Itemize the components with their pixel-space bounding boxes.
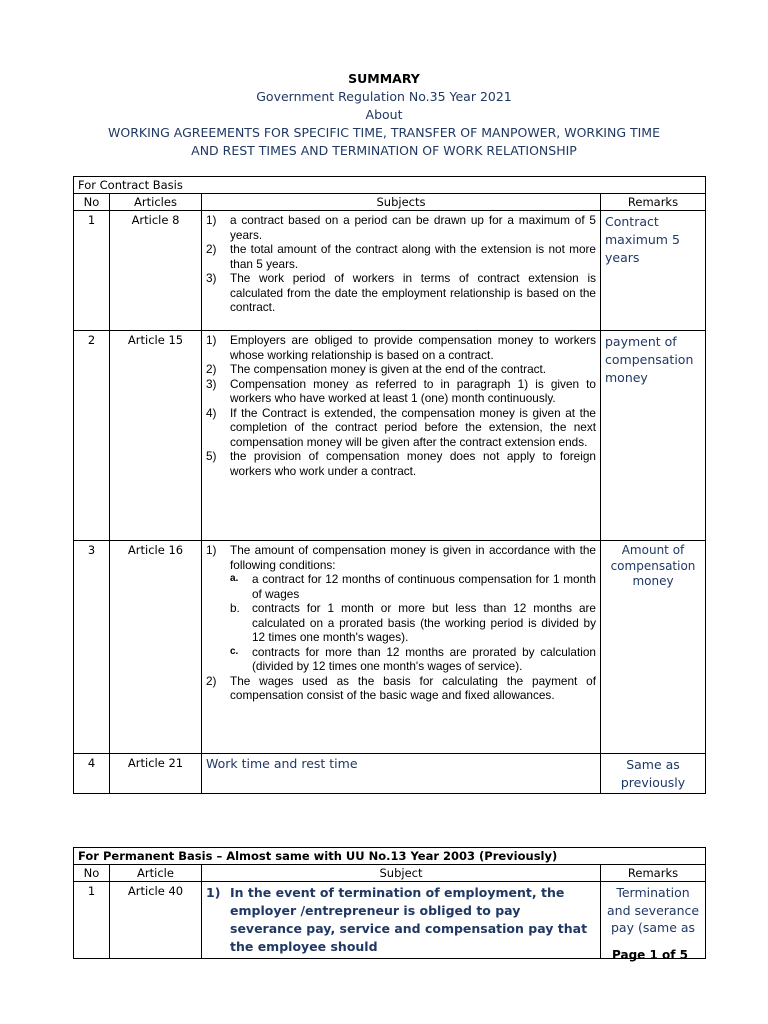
document-header xyxy=(0,70,768,160)
table-row xyxy=(74,331,706,541)
table-caption: For Permanent Basis – Almost same with UU No.13 Year 2003 (Previously) xyxy=(74,848,706,865)
table-caption: For Contract Basis xyxy=(74,177,706,194)
header-articles: Articles xyxy=(110,194,202,211)
table-row xyxy=(74,541,706,754)
list-item: 1) Employers are obliged to provide compensation money to workers whose working relationship is based on a contract. xyxy=(206,333,596,362)
header-subject: Subject xyxy=(202,865,601,882)
list-item: a. a contract for 12 months of continuous compensation for 1 month of wages xyxy=(230,572,596,601)
row-subjects xyxy=(202,541,601,754)
list-item: 1) The amount of compensation money is given in accordance with the following conditions: a. a contract for 12 months of continuous compensation for 1 month of wages b. contracts for 1 month or more but less than 12 months are calculated on a prorated basis (the working period is divided by 12 times one month's wages). c. contracts for more than 12 months are prorated by calculation (divided by 12 times one month's wages of service). xyxy=(206,543,596,673)
list-item: c. contracts for more than 12 months are prorated by calculation (divided by 12 times one month's wages of service). xyxy=(230,644,596,673)
row-no: 4 xyxy=(74,754,110,794)
row-no: 3 xyxy=(74,541,110,754)
header-remarks: Remarks xyxy=(601,194,706,211)
subject-line-2: AND REST TIMES AND TERMINATION OF WORK RELATIONSHIP xyxy=(191,143,577,158)
row-article: Article 15 xyxy=(110,331,202,541)
row-no: 2 xyxy=(74,331,110,541)
row-remarks: Amount of compensation money xyxy=(601,541,706,754)
list-item: 2) the total amount of the contract along with the extension is not more than 5 years. xyxy=(206,242,596,271)
permanent-basis-table xyxy=(73,847,706,959)
header-article: Article xyxy=(110,865,202,882)
row-remarks: Termination and severance pay (same as xyxy=(601,882,706,959)
header-remarks: Remarks xyxy=(601,865,706,882)
regulation-line: Government Regulation No.35 Year 2021 xyxy=(256,89,512,104)
list-item: 5) the provision of compensation money does not apply to foreign workers who work under a contract. xyxy=(206,449,596,478)
row-subjects: Work time and rest time xyxy=(202,754,601,794)
row-article: Article 8 xyxy=(110,211,202,331)
contract-basis-table xyxy=(73,176,706,794)
list-item: 3) Compensation money as referred to in paragraph 1) is given to workers who have worked at least 1 (one) month continuously. xyxy=(206,376,596,405)
row-subjects xyxy=(202,211,601,331)
header-no: No xyxy=(74,194,110,211)
row-article: Article 40 xyxy=(110,882,202,959)
table-row xyxy=(74,211,706,331)
row-remarks: Contract maximum 5 years xyxy=(601,211,706,331)
table-row xyxy=(74,754,706,794)
row-article: Article 16 xyxy=(110,541,202,754)
list-item: 2) The wages used as the basis for calculating the payment of compensation consist of the basic wage and fixed allowances. xyxy=(206,673,596,702)
row-no: 1 xyxy=(74,211,110,331)
list-item: 3) The work period of workers in terms of contract extension is calculated from the date the employment relationship is based on the contract. xyxy=(206,271,596,314)
table-header-row xyxy=(74,865,706,882)
row-subjects xyxy=(202,331,601,541)
row-remarks: Same as previously xyxy=(601,754,706,794)
list-item: b. contracts for 1 month or more but less than 12 months are calculated on a prorated basis (the working period is divided by 12 times one month's wages). xyxy=(230,601,596,644)
header-no: No xyxy=(74,865,110,882)
about-line: About xyxy=(365,107,403,122)
subject-line-1: WORKING AGREEMENTS FOR SPECIFIC TIME, TRANSFER OF MANPOWER, WORKING TIME xyxy=(108,125,660,140)
summary-title: SUMMARY xyxy=(348,71,420,86)
row-subjects: 1) In the event of termination of employment, the employer /entrepreneur is obliged to pay severance pay, service and compensation pay that the employee should xyxy=(202,882,601,959)
page-number: Page 1 of 5 xyxy=(612,948,688,962)
row-remarks: payment of compensation money xyxy=(601,331,706,541)
list-item: 4) If the Contract is extended, the compensation money is given at the completion of the contract period before the extension, the next compensation money will be given after the contract extension ends. xyxy=(206,405,596,449)
row-article: Article 21 xyxy=(110,754,202,794)
table-row xyxy=(74,882,706,959)
table-header-row xyxy=(74,194,706,211)
list-item: 1) a contract based on a period can be drawn up for a maximum of 5 years. xyxy=(206,213,596,242)
row-no: 1 xyxy=(74,882,110,959)
header-subjects: Subjects xyxy=(202,194,601,211)
list-item: 2) The compensation money is given at the end of the contract. xyxy=(206,362,547,376)
